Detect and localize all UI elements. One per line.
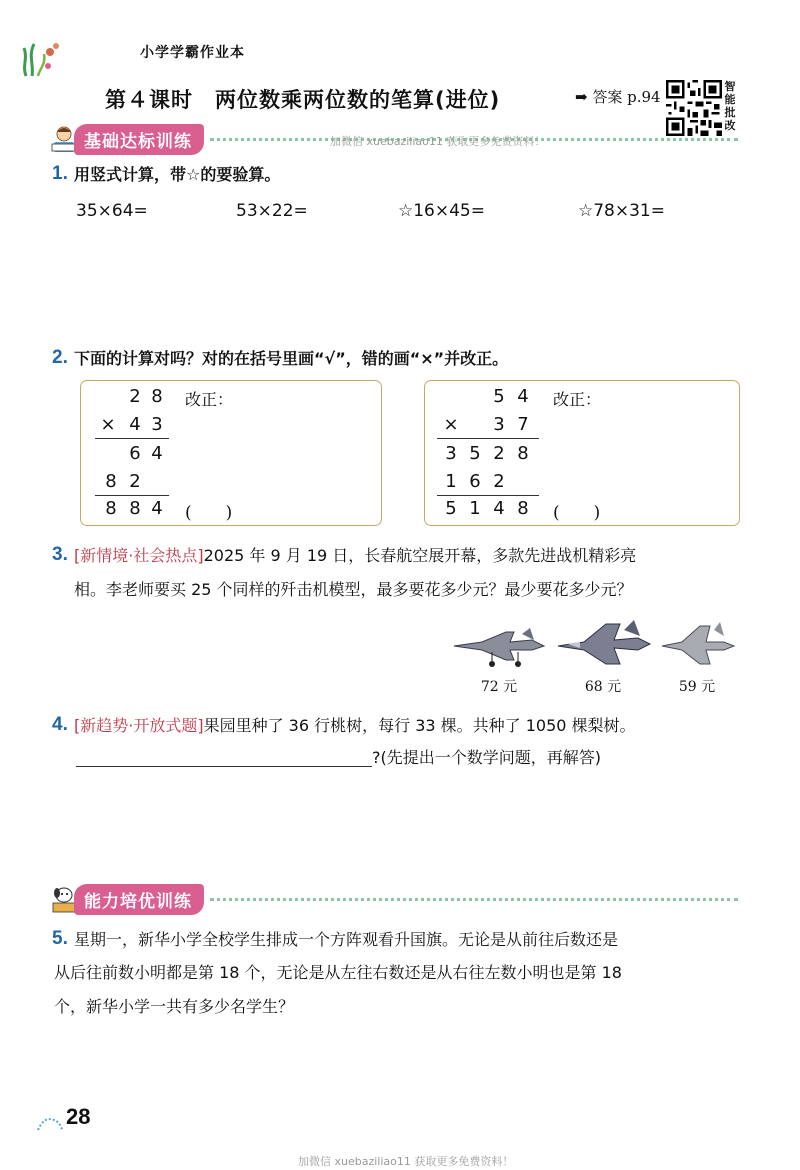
digit: 8 [517, 443, 529, 464]
answer-parentheses[interactable]: ( ) [553, 503, 601, 523]
calculation-box-left [80, 380, 382, 526]
digit: 6 [469, 471, 481, 492]
section-label: 能力培优训练 [74, 884, 204, 915]
digit: 2 [493, 471, 505, 492]
question-line [74, 709, 636, 743]
question-text: ?(先提出一个数学问题，再解答) [372, 748, 601, 767]
question-number: 1. [52, 163, 68, 184]
question-line [74, 539, 636, 573]
book-title: 小学学霸作业本 [140, 45, 245, 61]
digit: 4 [151, 443, 163, 464]
digit: 3 [445, 443, 457, 464]
answer-blank-line[interactable] [76, 766, 372, 767]
calculation-box-right [424, 380, 740, 526]
correction-label: 改正： [185, 390, 234, 409]
digit: 3 [493, 414, 505, 435]
digit: 1 [445, 471, 457, 492]
digit: 2 [129, 471, 141, 492]
question-number: 2. [52, 347, 68, 368]
calc-rule [95, 495, 169, 496]
calc-item: 53×22= [236, 201, 308, 221]
question-text: 相。李老师要买 25 个同样的歼击机模型，最多要花多少元？最少要花多少元？ [74, 580, 633, 599]
question-tag: [新情境·社会热点] [74, 546, 204, 565]
question-text: 2025 年 9 月 19 日，长春航空展开幕，多款先进战机精彩亮 [203, 546, 637, 565]
calc-item: 35×64= [76, 201, 148, 221]
digit: 2 [129, 386, 141, 407]
section-banner-advanced [48, 884, 738, 914]
price-label: 68 元 [584, 679, 622, 695]
smart-grading-label: 智 能 批 改 [724, 80, 736, 132]
digit: 5 [469, 443, 481, 464]
question-text: 从后往前数小明都是第 18 个，无论是从左往右数还是从右往左数小明也是第 18 [54, 963, 622, 982]
answer-reference[interactable] [575, 86, 661, 107]
question-text: 星期一，新华小学全校学生排成一个方阵观看升国旗。无论是从前往后数还是 [74, 930, 619, 949]
digit: 8 [517, 498, 529, 519]
digit: 6 [129, 443, 141, 464]
fighter-jet-image-1 [452, 622, 546, 668]
question-number: 4. [52, 714, 68, 735]
digit: 4 [129, 414, 141, 435]
section-label: 基础达标训练 [74, 124, 204, 155]
answer-reference-text: 答案 p.94 [592, 88, 661, 106]
answer-parentheses[interactable]: ( ) [185, 503, 233, 523]
wave-decoration-icon [36, 1112, 64, 1134]
digit: 1 [469, 498, 481, 519]
digit: 8 [105, 498, 117, 519]
question-number: 5. [52, 928, 68, 949]
digit: 7 [517, 414, 529, 435]
digit: 4 [151, 498, 163, 519]
digit: 4 [517, 386, 529, 407]
fighter-jet-image-2 [556, 616, 652, 668]
question-text: 用竖式计算，带☆的要验算。 [74, 165, 281, 184]
correction-label: 改正： [553, 390, 602, 409]
digit: 8 [129, 498, 141, 519]
digit: 8 [151, 386, 163, 407]
page-number: 28 [66, 1104, 91, 1129]
question-text: 下面的计算对吗？对的在括号里画“√”，错的画“×”并改正。 [74, 349, 509, 368]
question-text: 果园里种了 36 行桃树，每行 33 棵。共种了 1050 棵梨树。 [203, 716, 636, 735]
question-text: 个，新华小学一共有多少名学生？ [54, 997, 295, 1016]
price-label: 59 元 [678, 679, 716, 695]
fighter-jet-image-3 [660, 620, 736, 668]
arrow-right-icon: ➡ [575, 88, 588, 106]
times-sign: × [100, 414, 116, 435]
digit: 8 [105, 471, 117, 492]
question-tag: [新趋势·开放式题] [74, 716, 204, 735]
digit: 3 [151, 414, 163, 435]
seaweed-decoration [14, 36, 64, 78]
watermark-bottom: 加微信 xuebaziliao11 获取更多免费资料！ [298, 1155, 514, 1168]
calc-item: ☆16×45= [398, 201, 485, 221]
calc-rule [437, 438, 539, 439]
calc-rule [437, 495, 539, 496]
digit: 5 [445, 498, 457, 519]
digit: 5 [493, 386, 505, 407]
calc-item: ☆78×31= [578, 201, 665, 221]
price-label: 72 元 [480, 679, 518, 695]
calc-rule [95, 438, 169, 439]
question-number: 3. [52, 544, 68, 565]
watermark-top: 加微信 xuebaziliao11 获取更多免费资料！ [330, 135, 546, 148]
digit: 2 [493, 443, 505, 464]
lesson-title: 第４课时 两位数乘两位数的笔算(进位) [105, 88, 501, 112]
times-sign: × [443, 414, 459, 435]
digit: 4 [493, 498, 505, 519]
dotted-divider [210, 898, 738, 901]
